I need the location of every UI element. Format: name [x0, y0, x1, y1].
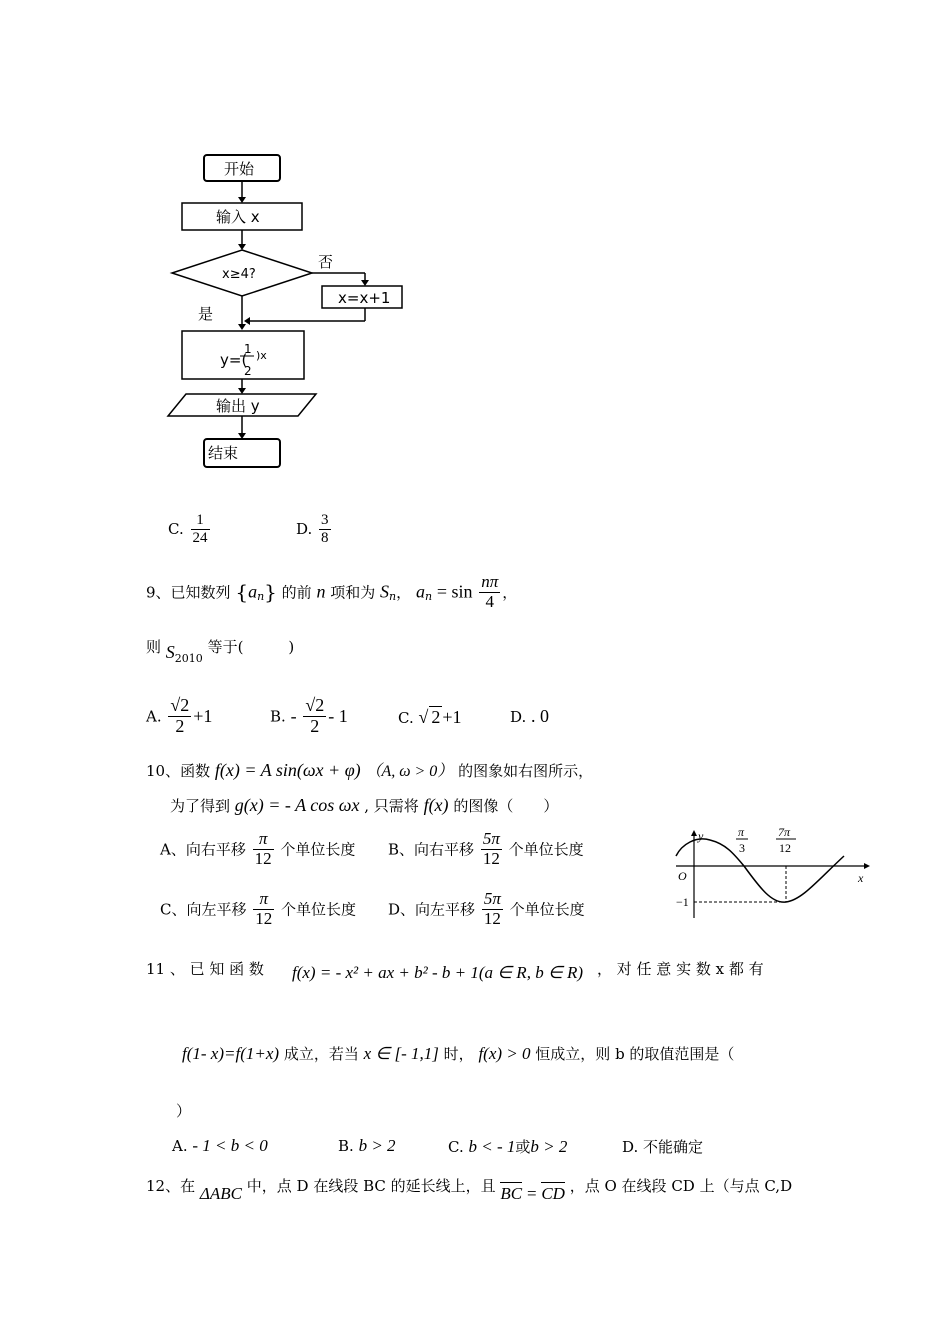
q8-option-c: C. $\frac{1}{24}$	[168, 512, 208, 546]
q10-graph-tick1-num: π	[738, 828, 745, 839]
q9-stem: 9、已知数列 $\{a_n\}$ 的前 n 项和为 $S_n$， $a_n = \sin$ $\frac{n\pi}{4}$ ，	[146, 572, 518, 611]
q10-graph-origin: O	[678, 869, 687, 883]
flowchart-output-label: 输出 y	[216, 397, 260, 415]
q9-option-a: A. $\frac{√2}{2}$ +1	[146, 695, 213, 736]
flowchart-increment-label: x=x+1	[338, 289, 391, 307]
q9-line2: 则 $S_{2010}$ 等于( )	[146, 638, 295, 665]
q11-stem-tail: ， 对 任 意 实 数 x 都 有	[597, 960, 764, 978]
flowchart-start-label: 开始	[224, 160, 255, 178]
q10-sine-graph	[668, 828, 873, 920]
flowchart-no-label: 否	[318, 253, 334, 271]
flowchart-condition-label: x≥4?	[222, 267, 256, 282]
q12-vector-bc: BC	[500, 1184, 523, 1203]
q12-stem: 12、在 ΔABC 中，点 D 在线段 BC 的延长线上，且 BC = CD ，点 O 在线段 CD 上（与点 C,D	[146, 1177, 793, 1203]
q10-line2: 为了得到 g(x) = - A cos ωx , 只需将 f(x) 的图像（ ）	[170, 795, 559, 815]
q9-option-c: C. √ 2 +1	[398, 707, 462, 727]
q8-option-d-fraction: $\frac{3}{8}$	[321, 512, 329, 546]
q9-fraction: $\frac{n\pi}{4}$	[481, 572, 499, 611]
q11-option-c: C. b < - 1或b > 2	[448, 1137, 568, 1156]
flowchart-assign-exp: )x	[256, 349, 267, 362]
q8-option-d: D. $\frac{3}{8}$	[296, 512, 329, 546]
flowchart-assign-num: 1	[244, 342, 252, 356]
q11-options	[172, 1136, 812, 1164]
q10-graph-tick2-den: 12	[779, 841, 791, 855]
q10-option-d: D、向左平移 $\frac{5\pi}{12}$ 个单位长度	[388, 889, 585, 928]
q8-option-c-fraction: $\frac{1}{24}$	[192, 512, 208, 546]
q11-line3: ）	[176, 1102, 192, 1120]
flowchart-assign-lhs: y=(	[220, 351, 248, 369]
q11-option-a: A. - 1 < b < 0	[172, 1136, 268, 1155]
q9-options	[146, 696, 806, 746]
flowchart-input-label: 输入 x	[216, 208, 260, 226]
q11-option-d: D. 不能确定	[622, 1138, 704, 1156]
q12-vector-cd: CD	[541, 1184, 565, 1203]
q11-option-b: B. b > 2	[338, 1136, 396, 1155]
q11-function: f(x) = - x² + ax + b² - b + 1(a ∈ R, b ∈ R)	[292, 963, 584, 982]
q10-graph-y-label: y	[698, 829, 704, 843]
q11-line2: f(1- x)=f(1+x) 成立，若当 x ∈ [- 1,1] 时， f(x) > 0 恒成立，则 b 的取值范围是（	[182, 1044, 735, 1063]
q10-option-c: C、向左平移 $\frac{\pi}{12}$ 个单位长度	[160, 889, 357, 928]
flowchart	[160, 145, 420, 475]
flowchart-end-label: 结束	[208, 444, 239, 462]
q10-stem: 10、函数 f(x) = A sin(ωx + φ) （A, ω > 0） 的图象如右图所示，	[146, 760, 594, 780]
q11-stem: 11 、 已 知 函 数	[146, 960, 264, 978]
q10-graph-minus-one: −1	[676, 895, 689, 909]
q10-option-b: B、向右平移 $\frac{5\pi}{12}$ 个单位长度	[388, 829, 584, 868]
q10-graph-tick1-den: 3	[739, 841, 745, 855]
q10-graph-curve	[676, 839, 844, 902]
q10-option-a: A、向右平移 $\frac{\pi}{12}$ 个单位长度	[160, 829, 356, 868]
q9-option-b: B. - $\frac{√2}{2}$ - 1	[270, 695, 348, 736]
q10-graph-x-label: x	[858, 871, 864, 885]
q10-graph-tick2-num: 7π	[778, 828, 791, 839]
q9-option-d: D. . 0	[510, 706, 550, 726]
flowchart-assign-den: 2	[244, 364, 252, 378]
flowchart-yes-label: 是	[198, 305, 214, 323]
